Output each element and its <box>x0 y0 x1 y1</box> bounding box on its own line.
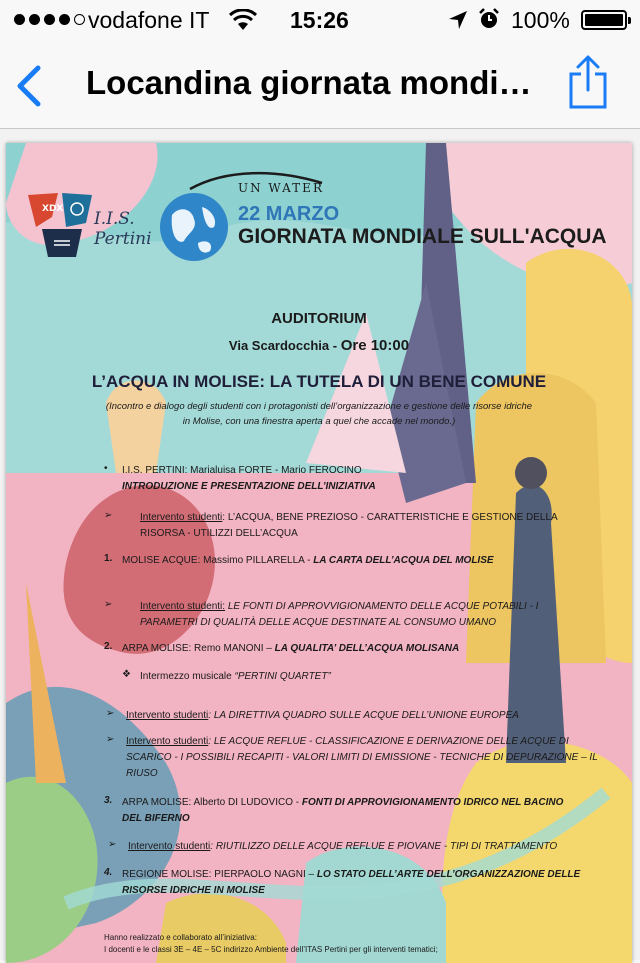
clock: 15:26 <box>290 7 349 33</box>
program-speaker: MOLISE ACQUE: Massimo PILLARELLA - <box>122 555 311 566</box>
program-topic: FONTI DI APPROVIGIONAMENTO IDRICO NEL BACINO <box>301 797 564 808</box>
students-label: Intervento studenti: <box>140 601 226 612</box>
credits-heading: Hanno realizzato e collaborato all’iniziativa: <box>104 933 257 942</box>
intervention-text: : LA DIRETTIVA QUADRO SULLE ACQUE DELL’UNIONE EUROPEA <box>208 710 519 721</box>
program-topic: LO STATO DELL’ARTE DELL’ORGANIZZAZIONE DELLE <box>316 869 581 880</box>
intervention-text-cont: PARAMETRI DI QUALITÀ DELLE ACQUE DESTINATE AL CONSUMO UMANO <box>140 617 496 628</box>
document-viewer[interactable] <box>0 129 640 960</box>
list-marker: • <box>104 463 108 474</box>
list-marker: ❖ <box>122 669 131 680</box>
list-marker: 4. <box>104 867 113 878</box>
main-title: L’ACQUA IN MOLISE: LA TUTELA DI UN BENE COMUNE <box>91 372 547 391</box>
address: Via Scardocchia - <box>228 338 338 353</box>
share-icon[interactable] <box>566 54 610 110</box>
navigation-bar <box>0 40 640 129</box>
intervention-text: LE FONTI DI APPROVVIGIONAMENTO DELLE ACQUE POTABILI - I <box>227 601 539 612</box>
program-speaker-row <box>122 867 580 883</box>
list-marker: ➢ <box>106 708 115 719</box>
globe-icon <box>158 191 230 263</box>
intervention-text: : RIUTILIZZO DELLE ACQUE REFLUE E PIOVANE - TIPI DI TRATTAMENTO <box>210 841 558 852</box>
battery-percentage: 100% <box>511 7 570 33</box>
program-topic-cont: RISORSE IDRICHE IN MOLISE <box>122 885 265 896</box>
program-intervention <box>128 839 557 855</box>
signal-strength-icon <box>14 14 85 25</box>
students-label: Intervento studenti <box>126 710 209 721</box>
interlude-label: Intermezzo musicale <box>140 671 232 682</box>
program-speaker: I.I.S. PERTINI: Marialuisa FORTE - Mario FEROCINO <box>122 465 362 476</box>
list-marker: 1. <box>104 553 113 564</box>
svg-text:XDX: XDX <box>42 204 64 214</box>
program-topic: INTRODUZIONE E PRESENTAZIONE DELL’INIZIATIVA <box>122 481 376 492</box>
venue-time <box>6 337 632 354</box>
list-marker: 3. <box>104 795 113 806</box>
venue: AUDITORIUM <box>271 310 367 327</box>
music-interlude <box>140 669 331 685</box>
school-logo-icon <box>22 189 102 261</box>
interlude-name: “PERTINI QUARTET” <box>234 671 331 682</box>
program-speaker-row <box>122 553 494 569</box>
school-logo-text: I.I.S. Pertini <box>94 209 152 249</box>
un-water-label: UN WATER <box>238 181 324 195</box>
program-intervention <box>126 734 569 750</box>
alarm-clock-icon <box>478 8 500 30</box>
program-intervention <box>140 510 572 526</box>
subtitle-line-1: (Incontro e dialogo degli studenti con i protagonisti dell’organizzazione e gestione delle risorse idriche <box>105 401 533 412</box>
carrier-name: vodafone IT <box>88 7 210 33</box>
students-label: Intervento studenti <box>128 841 211 852</box>
students-label: Intervento studenti <box>140 512 223 523</box>
intervention-text-cont: RIUSO <box>126 768 158 779</box>
intervention-text: : LE ACQUE REFLUE - CLASSIFICAZIONE E DERIVAZIONE DELLE ACQUE DI <box>208 736 569 747</box>
program-topic: LA CARTA DELL’ACQUA DEL MOLISE <box>313 555 494 566</box>
credits-line: I docenti e le classi 3E – 4E – 5C indirizzo Ambiente dell’ITAS Pertini per gli interventi tematici; <box>104 945 438 954</box>
program-speaker-row <box>122 795 563 811</box>
program-speaker: ARPA MOLISE: Alberto DI LUDOVICO - <box>122 797 300 808</box>
hour: Ore 10:00 <box>340 337 410 354</box>
list-marker: ➢ <box>104 599 113 610</box>
list-marker: ➢ <box>108 839 117 850</box>
program-speaker: REGIONE MOLISE: PIERPAOLO NAGNI – <box>122 869 315 880</box>
status-bar <box>0 0 640 40</box>
program-speaker: ARPA MOLISE: Remo MANONI – <box>122 643 272 654</box>
intervention-text: : L’ACQUA, BENE PREZIOSO - CARATTERISTICHE E GESTIONE DELLA <box>222 512 558 523</box>
program-intervention <box>140 599 538 615</box>
poster-page <box>6 143 632 963</box>
battery-icon <box>581 10 627 30</box>
list-marker: 2. <box>104 641 113 652</box>
intervention-text-cont: RISORSA - UTILIZZI DELL’ACQUA <box>140 528 298 539</box>
students-label: Intervento studenti <box>126 736 209 747</box>
event-name: GIORNATA MONDIALE SULL'ACQUA <box>238 225 607 248</box>
event-date: 22 MARZO <box>238 203 340 225</box>
list-marker: ➢ <box>104 510 113 521</box>
program-topic: LA QUALITA’ DELL’ACQUA MOLISANA <box>274 643 460 654</box>
back-chevron-icon[interactable] <box>14 64 44 108</box>
program-intervention <box>126 708 519 724</box>
document-title: Locandina giornata mondi… <box>86 64 532 101</box>
location-arrow-icon <box>448 10 468 30</box>
subtitle-line-2: in Molise, con una finestra aperta a quel che accade nel mondo.) <box>182 416 456 427</box>
program-speaker-row <box>122 641 459 657</box>
program-topic-cont: DEL BIFERNO <box>122 813 190 824</box>
intervention-text-cont: SCARICO - I POSSIBILI RECAPITI - VALORI LIMITI DI EMISSIONE - TECNICHE DI DEPURAZIONE – IL <box>126 752 598 763</box>
wifi-icon <box>228 9 258 31</box>
list-marker: ➢ <box>106 734 115 745</box>
